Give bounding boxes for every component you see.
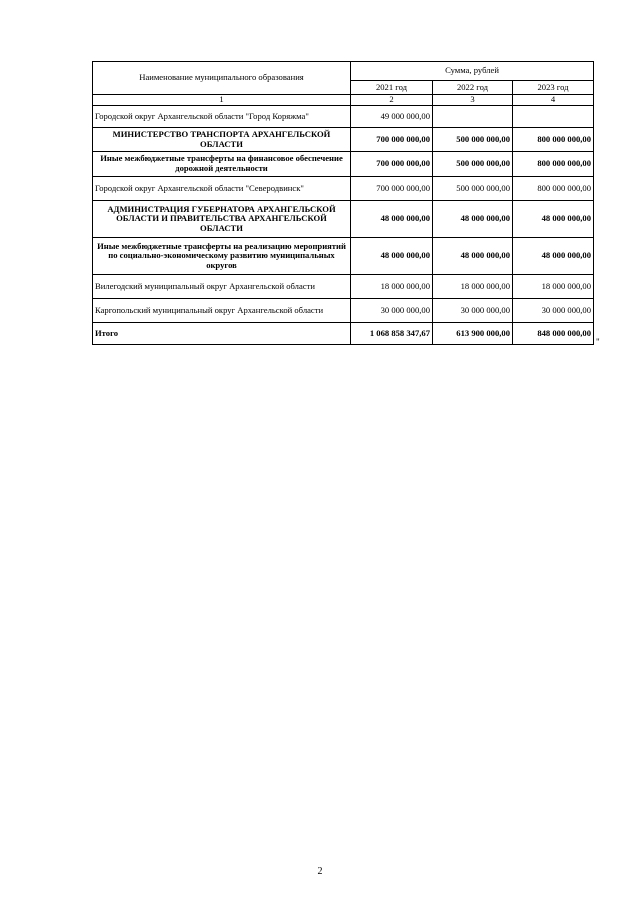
table-row xyxy=(93,275,594,299)
row-value-2023: 30 000 000,00 xyxy=(513,299,594,323)
row-value-2023: 18 000 000,00 xyxy=(513,275,594,299)
table-row xyxy=(93,201,594,238)
row-value-2021: 700 000 000,00 xyxy=(351,128,433,152)
total-value-2021: 1 068 858 347,67 xyxy=(351,323,433,345)
row-name: Городской округ Архангельской области "Северодвинск" xyxy=(93,177,351,201)
header-sum-group: Сумма, рублей xyxy=(351,62,594,81)
closing-quote: " xyxy=(596,337,600,347)
row-value-2023: 48 000 000,00 xyxy=(513,201,594,238)
row-value-2022: 48 000 000,00 xyxy=(433,238,513,275)
total-value-2023: 848 000 000,00 xyxy=(513,323,594,345)
total-value-2022: 613 900 000,00 xyxy=(433,323,513,345)
row-value-2022: 30 000 000,00 xyxy=(433,299,513,323)
header-year-2023: 2023 год xyxy=(513,81,594,95)
column-number: 3 xyxy=(433,95,513,106)
row-value-2023: 800 000 000,00 xyxy=(513,128,594,152)
header-row-1 xyxy=(93,62,594,81)
row-value-2023: 800 000 000,00 xyxy=(513,177,594,201)
column-number: 1 xyxy=(93,95,351,106)
row-value-2021: 48 000 000,00 xyxy=(351,238,433,275)
row-name: МИНИСТЕРСТВО ТРАНСПОРТА АРХАНГЕЛЬСКОЙ ОБЛАСТИ xyxy=(93,128,351,152)
row-value-2021: 49 000 000,00 xyxy=(351,106,433,128)
row-value-2021: 48 000 000,00 xyxy=(351,201,433,238)
row-value-2021: 18 000 000,00 xyxy=(351,275,433,299)
column-numbers-row xyxy=(93,95,594,106)
row-value-2022 xyxy=(433,106,513,128)
row-name: Иные межбюджетные трансферты на реализацию мероприятий по социально-экономическому развитию муниципальных округов xyxy=(93,238,351,275)
row-value-2023: 48 000 000,00 xyxy=(513,238,594,275)
budget-table xyxy=(92,61,594,345)
page-number: 2 xyxy=(317,866,323,877)
table-row xyxy=(93,106,594,128)
row-value-2023: 800 000 000,00 xyxy=(513,152,594,177)
total-label: Итого xyxy=(93,323,351,345)
row-value-2021: 30 000 000,00 xyxy=(351,299,433,323)
row-name: АДМИНИСТРАЦИЯ ГУБЕРНАТОРА АРХАНГЕЛЬСКОЙ ОБЛАСТИ И ПРАВИТЕЛЬСТВА АРХАНГЕЛЬСКОЙ ОБЛАСТИ xyxy=(93,201,351,238)
header-year-2022: 2022 год xyxy=(433,81,513,95)
row-value-2022: 48 000 000,00 xyxy=(433,201,513,238)
table-row xyxy=(93,128,594,152)
row-value-2021: 700 000 000,00 xyxy=(351,152,433,177)
total-row xyxy=(93,323,594,345)
row-name: Городской округ Архангельской области "Город Коряжма" xyxy=(93,106,351,128)
row-value-2023 xyxy=(513,106,594,128)
header-year-2021: 2021 год xyxy=(351,81,433,95)
row-name: Иные межбюджетные трансферты на финансовое обеспечение дорожной деятельности xyxy=(93,152,351,177)
table-row xyxy=(93,152,594,177)
header-name-column: Наименование муниципального образования xyxy=(93,62,351,95)
row-value-2022: 500 000 000,00 xyxy=(433,152,513,177)
row-name: Каргопольский муниципальный округ Архангельской области xyxy=(93,299,351,323)
row-value-2022: 500 000 000,00 xyxy=(433,128,513,152)
row-name: Вилегодский муниципальный округ Архангельской области xyxy=(93,275,351,299)
table-row xyxy=(93,299,594,323)
column-number: 2 xyxy=(351,95,433,106)
column-number: 4 xyxy=(513,95,594,106)
row-value-2022: 18 000 000,00 xyxy=(433,275,513,299)
row-value-2021: 700 000 000,00 xyxy=(351,177,433,201)
table-row xyxy=(93,177,594,201)
table-row xyxy=(93,238,594,275)
row-value-2022: 500 000 000,00 xyxy=(433,177,513,201)
